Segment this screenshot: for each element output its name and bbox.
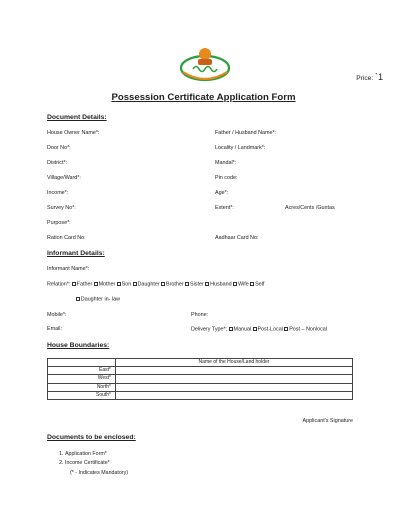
delivery-type-label: Delivery Type*: (191, 326, 228, 333)
relation-mother-checkbox[interactable] (94, 282, 98, 286)
page-title: Possession Certificate Application Form (111, 92, 296, 103)
house-boundaries-heading: House Boundaries: (47, 342, 110, 349)
mobile-label: Mobile*: (47, 312, 67, 318)
table-row (48, 391, 353, 399)
relation-row: Relation*: Father Mother Son Daughter Brother Sister Husband Wife Self (47, 281, 265, 288)
relation-daughter-in-law-checkbox[interactable] (76, 297, 80, 301)
district-label: District*: (47, 160, 68, 166)
purpose-label: Purpose*: (47, 220, 71, 226)
list-item: 2. Income Certificate* (65, 459, 110, 468)
meeseva-logo-icon (176, 44, 234, 82)
boundary-east-label: East* (48, 367, 116, 375)
boundary-west-label: West* (48, 375, 116, 383)
relation-son-checkbox[interactable] (117, 282, 121, 286)
boundary-south-label: South* (48, 391, 116, 399)
mandatory-note: (* - Indicates Mandatory) (70, 470, 128, 476)
relation-self-checkbox[interactable] (250, 282, 254, 286)
table-row (48, 367, 353, 375)
delivery-type-row: Delivery Type*: Manual Post-Local Post – Nonlocal (191, 326, 327, 333)
aadhaar-card-no-label: Aadhaar Card No: (215, 235, 259, 241)
relation-label: Relation*: (47, 281, 71, 288)
relation-brother-checkbox[interactable] (161, 282, 165, 286)
documents-enclosed-heading: Documents to be enclosed: (47, 434, 136, 441)
extent-label: Extent*: (215, 205, 234, 211)
applicant-signature-label: Applicant's Signature (302, 418, 353, 424)
door-no-label: Door No*: (47, 145, 71, 151)
documents-list (47, 450, 110, 467)
house-owner-name-label: House Owner Name*: (47, 130, 100, 136)
table-cell (48, 359, 116, 367)
table-row (48, 359, 353, 367)
ration-card-no-label: Ration Card No: (47, 235, 86, 241)
table-row (48, 375, 353, 383)
delivery-post-nonlocal-checkbox[interactable] (284, 327, 288, 331)
age-label: Age*: (215, 190, 229, 196)
income-label: Income*: (47, 190, 69, 196)
pin-code-label: Pin code: (215, 175, 238, 181)
mandal-label: Mandal*: (215, 160, 237, 166)
table-row (48, 383, 353, 391)
relation-husband-checkbox[interactable] (205, 282, 209, 286)
phone-label: Phone: (191, 312, 209, 318)
boundary-south-field[interactable] (116, 391, 353, 399)
relation-daughter-checkbox[interactable] (133, 282, 137, 286)
boundary-north-field[interactable] (116, 383, 353, 391)
father-husband-name-label: Father / Husband Name*: (215, 130, 277, 136)
boundary-west-field[interactable] (116, 375, 353, 383)
list-item: 1. Application Form* (65, 450, 110, 459)
relation-sister-checkbox[interactable] (185, 282, 189, 286)
house-boundaries-table (47, 358, 353, 400)
extent-units: Acres/Cents /Guntas (285, 205, 335, 211)
survey-no-label: Survey No*: (47, 205, 76, 211)
price: Price: `1 (356, 72, 383, 82)
table-header-holder-name: Name of the House/Land holder (116, 359, 353, 367)
boundary-east-field[interactable] (116, 367, 353, 375)
email-label: Email: (47, 326, 62, 332)
informant-name-label: Informant Name*: (47, 266, 90, 272)
relation-extra-row: Daughter in- law (76, 297, 120, 303)
relation-wife-checkbox[interactable] (233, 282, 237, 286)
relation-father-checkbox[interactable] (72, 282, 76, 286)
boundary-north-label: North* (48, 383, 116, 391)
document-details-heading: Document Details: (47, 114, 107, 121)
locality-landmark-label: Locality / Landmark*: (215, 145, 266, 151)
village-ward-label: Village/Ward*: (47, 175, 81, 181)
informant-details-heading: Informant Details: (47, 250, 105, 257)
